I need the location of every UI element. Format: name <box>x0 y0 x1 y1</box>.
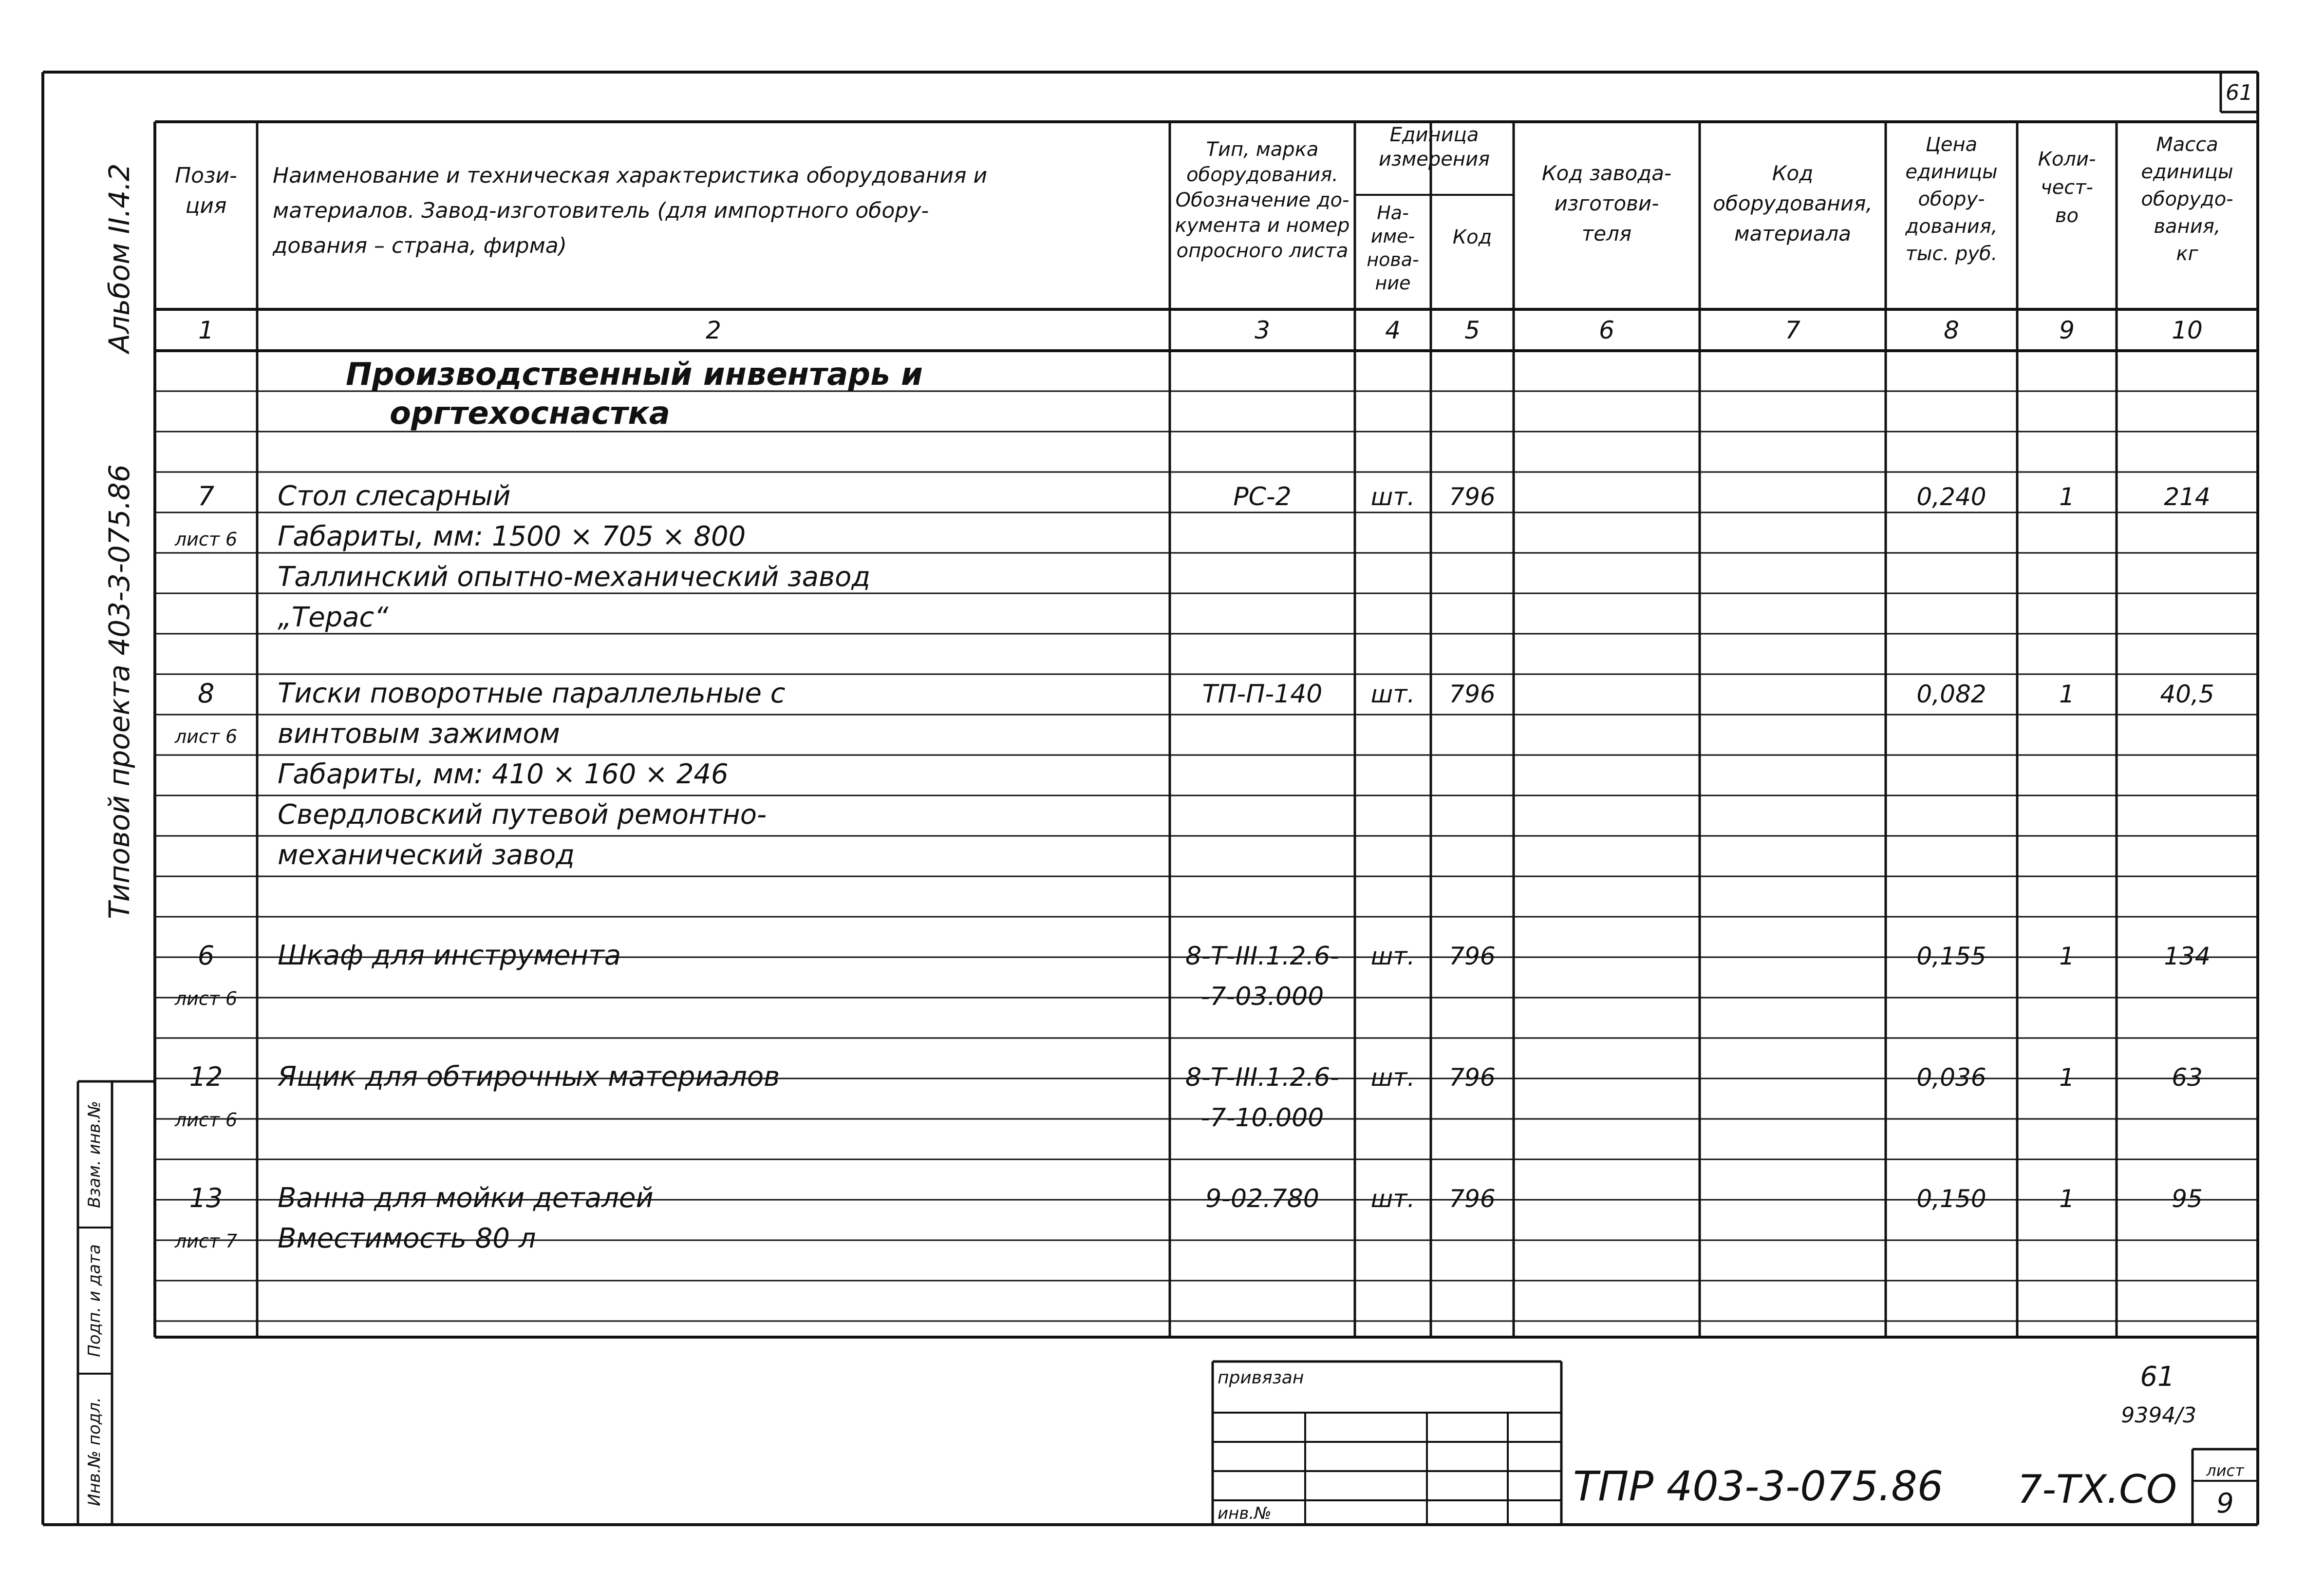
item-qty: 1 <box>2059 1063 2075 1092</box>
header-unit-name: ние <box>1375 272 1411 294</box>
item-sheet: лист 6 <box>174 1109 238 1131</box>
side-stamp-label: Инв.№ подл. <box>85 1397 104 1506</box>
header-type: Обозначение до- <box>1175 189 1349 211</box>
side-stamp-label: Подп. и дата <box>85 1244 104 1357</box>
stamp-sheet-label: лист <box>2206 1461 2244 1480</box>
item-name: „Терас“ <box>278 602 389 633</box>
item-mass: 40,5 <box>2160 680 2214 708</box>
column-number: 5 <box>1464 316 1480 344</box>
header-unit: Единица <box>1389 124 1479 146</box>
item-qty: 1 <box>2059 942 2075 970</box>
item-type: -7-10.000 <box>1200 1103 1324 1133</box>
header-price: дования, <box>1905 215 1998 238</box>
item-type: -7-03.000 <box>1200 982 1324 1011</box>
item-position: 6 <box>197 940 215 971</box>
section-title: оргтехоснастка <box>390 396 670 432</box>
item-sheet: лист 6 <box>174 529 238 550</box>
item-position: 7 <box>197 481 215 511</box>
item-position: 12 <box>189 1061 223 1092</box>
column-number: 1 <box>198 316 214 344</box>
header-type: опросного листа <box>1176 240 1349 262</box>
item-name: винтовым зажимом <box>278 718 560 750</box>
column-number: 7 <box>1785 316 1800 344</box>
item-name: механический завод <box>278 839 575 871</box>
header-name: Наименование и техническая характеристика оборудования и <box>273 163 988 188</box>
header-maker-code: изготови- <box>1554 191 1659 215</box>
header-unit-code: Код <box>1452 226 1492 248</box>
column-number: 4 <box>1385 316 1401 344</box>
header-price: единицы <box>1905 161 1998 183</box>
item-qty: 1 <box>2059 483 2075 511</box>
column-number: 9 <box>2059 316 2075 344</box>
stamp-code: ТПР 403-3-075.86 <box>1573 1462 1944 1510</box>
item-type: РС-2 <box>1233 482 1292 511</box>
item-price: 0,082 <box>1916 680 1987 708</box>
header-mass: единицы <box>2141 161 2233 183</box>
header-unit-name: нова- <box>1367 249 1419 270</box>
side-stamp-label: Взам. инв.№ <box>85 1100 104 1209</box>
item-type: ТП-П-140 <box>1202 680 1323 709</box>
item-qty: 1 <box>2059 680 2075 708</box>
stamp-sheet-code: 7-ТХ.СО <box>2017 1467 2177 1512</box>
item-name: Габариты, мм: 1500 × 705 × 800 <box>278 521 746 552</box>
header-mass: вания, <box>2154 215 2221 238</box>
header-position: ция <box>185 193 227 218</box>
item-name: Вместимость 80 л <box>278 1223 536 1254</box>
item-unit: шт. <box>1370 942 1415 970</box>
stamp-attached: привязан <box>1218 1368 1304 1388</box>
item-name: Габариты, мм: 410 × 160 × 246 <box>278 758 729 790</box>
item-unit-code: 796 <box>1449 680 1496 708</box>
header-qty: чест- <box>2041 176 2093 199</box>
header-qty: Коли- <box>2038 148 2096 170</box>
item-name: Ящик для обтирочных материалов <box>278 1061 780 1093</box>
item-sheet: лист 6 <box>174 988 238 1009</box>
item-name: Стол слесарный <box>278 480 511 512</box>
item-unit-code: 796 <box>1449 1185 1496 1213</box>
table-grid <box>43 72 2258 1525</box>
column-number: 2 <box>706 316 721 344</box>
item-price: 0,155 <box>1916 942 1987 970</box>
header-price: обору- <box>1918 188 1985 210</box>
item-unit: шт. <box>1370 1063 1415 1092</box>
item-type: 9-02.780 <box>1205 1184 1319 1213</box>
header-type: Тип, марка <box>1206 138 1319 161</box>
header-maker-code: теля <box>1581 222 1632 246</box>
column-number: 6 <box>1599 316 1614 344</box>
header-equip-code: оборудования, <box>1713 191 1873 215</box>
item-name: Ванна для мойки деталей <box>278 1182 654 1214</box>
header-position: Пози- <box>175 163 237 188</box>
item-position: 13 <box>189 1183 223 1213</box>
item-unit: шт. <box>1370 483 1415 511</box>
header-name: дования – страна, фирма) <box>273 233 567 258</box>
page-number: 61 <box>2226 80 2253 105</box>
stamp-page: 61 <box>2140 1361 2175 1393</box>
section-title: Производственный инвентарь и <box>346 357 923 393</box>
header-price: тыс. руб. <box>1905 243 1998 265</box>
item-mass: 95 <box>2172 1185 2203 1213</box>
header-unit: измерения <box>1378 148 1490 170</box>
item-name: Шкаф для инструмента <box>278 940 621 971</box>
header-qty: во <box>2055 205 2079 227</box>
item-unit-code: 796 <box>1449 1063 1496 1092</box>
item-unit: шт. <box>1370 680 1415 708</box>
header-type: кумента и номер <box>1175 214 1350 237</box>
stamp-inv: инв.№ <box>1218 1504 1272 1523</box>
header-mass: Масса <box>2156 133 2218 156</box>
header-price: Цена <box>1925 133 1978 156</box>
item-qty: 1 <box>2059 1185 2075 1213</box>
header-type: оборудования. <box>1186 164 1338 186</box>
stamp-order: 9394/3 <box>2121 1403 2196 1428</box>
item-price: 0,150 <box>1916 1185 1987 1213</box>
item-mass: 214 <box>2164 483 2211 511</box>
item-name: Свердловский путевой ремонтно- <box>278 799 767 831</box>
header-mass: кг <box>2176 243 2198 265</box>
item-position: 8 <box>197 678 215 709</box>
item-unit-code: 796 <box>1449 483 1496 511</box>
item-unit: шт. <box>1370 1185 1415 1213</box>
stamp-sheet-no: 9 <box>2216 1488 2234 1519</box>
item-mass: 134 <box>2164 942 2211 970</box>
header-maker-code: Код завода- <box>1541 161 1672 185</box>
item-unit-code: 796 <box>1449 942 1496 970</box>
header-equip-code: материала <box>1734 222 1852 246</box>
item-mass: 63 <box>2172 1063 2203 1092</box>
header-unit-name: На- <box>1377 202 1409 224</box>
header-unit-name: име- <box>1370 226 1415 247</box>
column-number: 8 <box>1944 316 1959 344</box>
item-type: 8-Т-III.1.2.6- <box>1185 942 1339 971</box>
item-price: 0,240 <box>1916 483 1987 511</box>
column-number: 10 <box>2172 316 2203 344</box>
side-album: Альбом II.4.2 <box>103 163 136 353</box>
item-price: 0,036 <box>1916 1063 1987 1092</box>
column-number: 3 <box>1255 316 1270 344</box>
header-mass: оборудо- <box>2141 188 2233 210</box>
item-sheet: лист 6 <box>174 726 238 747</box>
header-equip-code: Код <box>1772 161 1814 185</box>
item-name: Таллинский опытно-механический завод <box>278 561 871 593</box>
item-sheet: лист 7 <box>174 1230 238 1252</box>
side-project: Типовой проекта 403-3-075.86 <box>103 464 136 919</box>
header-name: материалов. Завод-изготовитель (для импортного обору- <box>273 198 929 223</box>
item-type: 8-Т-III.1.2.6- <box>1185 1063 1339 1092</box>
item-name: Тиски поворотные параллельные с <box>278 678 786 709</box>
